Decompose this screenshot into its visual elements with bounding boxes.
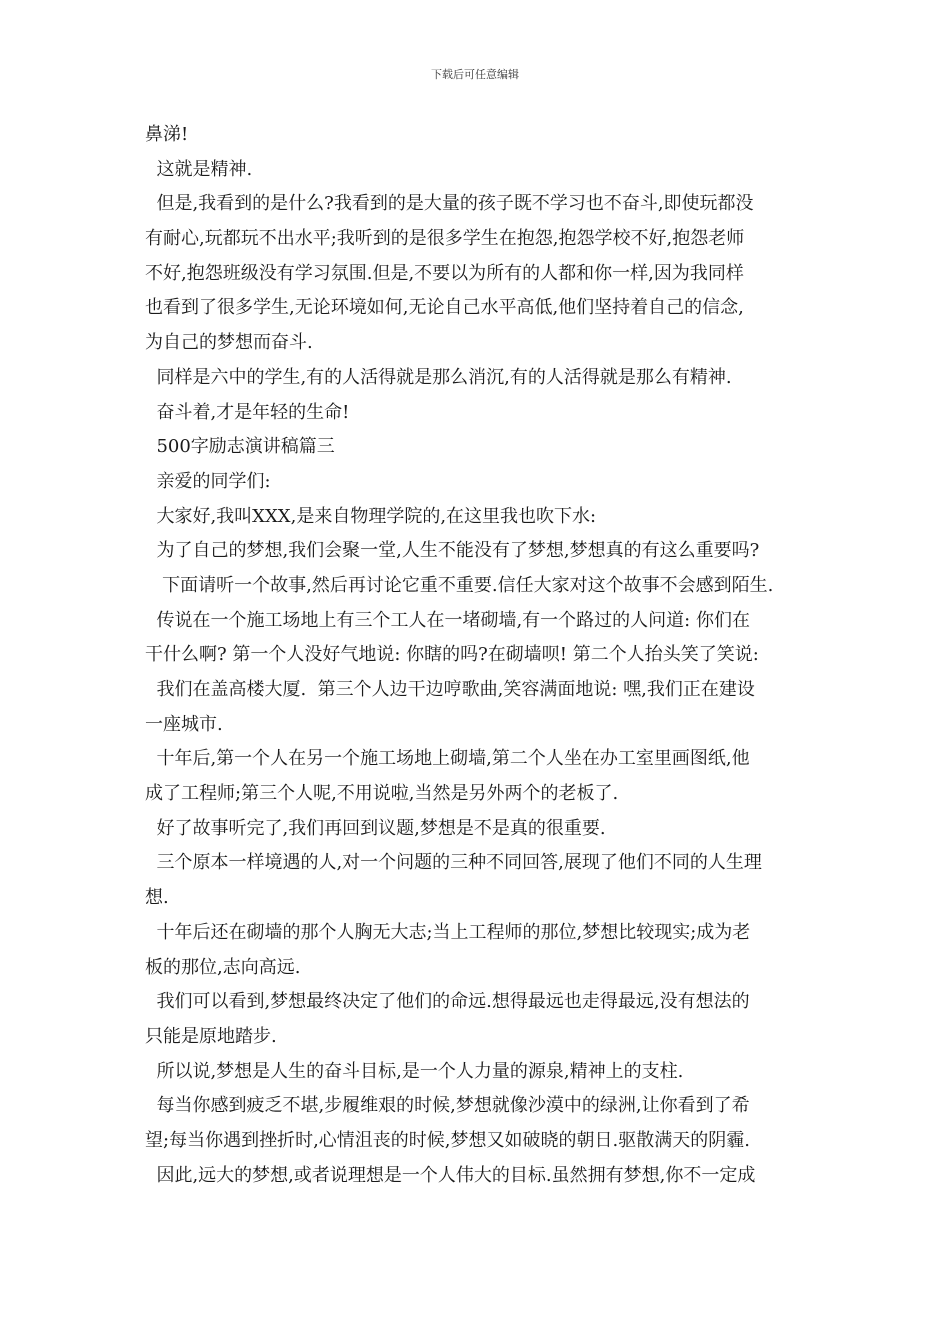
text-line: 为自己的梦想而奋斗. [145, 332, 313, 354]
text-line: 传说在一个施工场地上有三个工人在一堵砌墙,有一个路过的人问道: 你们在 [145, 609, 750, 631]
text-line: 我们在盖高楼大厦. 第三个人边干边哼歌曲,笑容满面地说: 嘿,我们正在建设 [145, 679, 755, 700]
text-line: 每当你感到疲乏不堪,步履维艰的时候,梦想就像沙漠中的绿洲,让你看到了希 [145, 1095, 750, 1117]
text-line: 这就是精神. [145, 158, 253, 180]
text-line: 板的那位,志向高远. [145, 956, 301, 978]
text-line: 有耐心,玩都玩不出水平;我听到的是很多学生在抱怨,抱怨学校不好,抱怨老师 [145, 228, 745, 250]
text-line: 鼻涕! [145, 124, 189, 145]
text-line: 十年后还在砌墙的那个人胸无大志;当上工程师的那位,梦想比较现实;成为老 [145, 921, 751, 943]
text-line: 亲爱的同学们: [145, 470, 271, 492]
text-line: 想. [145, 887, 169, 909]
page-header: 下载后可任意编辑 [431, 68, 519, 81]
text-line: 奋斗着,才是年轻的生命! [145, 401, 350, 423]
text-line: 不好,抱怨班级没有学习氛围.但是,不要以为所有的人都和你一样,因为我同样 [145, 262, 744, 284]
text-line: 十年后,第一个人在另一个施工场地上砌墙,第二个人坐在办工室里画图纸,他 [145, 748, 750, 770]
text-line: 只能是原地踏步. [145, 1025, 277, 1047]
text-line: 也看到了很多学生,无论环境如何,无论自己水平高低,他们坚持着自己的信念, [145, 297, 744, 319]
text-line: 下面请听一个故事,然后再讨论它重不重要.信任大家对这个故事不会感到陌生. [145, 574, 774, 596]
text-line: 所以说,梦想是人生的奋斗目标,是一个人力量的源泉,精神上的支柱. [145, 1060, 684, 1082]
text-line: 500字励志演讲稿篇三 [145, 436, 335, 458]
text-line: 成了工程师;第三个人呢,不用说啦,当然是另外两个的老板了. [145, 783, 619, 805]
text-line: 同样是六中的学生,有的人活得就是那么消沉,有的人活得就是那么有精神. [145, 366, 732, 388]
text-line: 好了故事听完了,我们再回到议题,梦想是不是真的很重要. [145, 817, 606, 839]
text-line: 因此,远大的梦想,或者说理想是一个人伟大的目标.虽然拥有梦想,你不一定成 [145, 1164, 756, 1186]
text-line: 我们可以看到,梦想最终决定了他们的命远.想得最远也走得最远,没有想法的 [145, 991, 750, 1013]
text-line: 干什么啊? 第一个人没好气地说: 你瞎的吗?在砌墙呗! 第二个人抬头笑了笑说: [145, 644, 759, 666]
text-line: 望;每当你遇到挫折时,心情沮丧的时候,梦想又如破晓的朝日.驱散满天的阴霾. [145, 1129, 750, 1151]
text-line: 一座城市. [145, 713, 223, 735]
text-line: 大家好,我叫XXX,是来自物理学院的,在这里我也吹下水: [145, 505, 597, 527]
document-body [145, 118, 810, 1193]
text-line: 为了自己的梦想,我们会聚一堂,人生不能没有了梦想,梦想真的有这么重要吗? [145, 540, 760, 562]
text-line: 但是,我看到的是什么?我看到的是大量的孩子既不学习也不奋斗,即使玩都没 [145, 193, 754, 215]
text-line: 三个原本一样境遇的人,对一个问题的三种不同回答,展现了他们不同的人生理 [145, 852, 762, 874]
